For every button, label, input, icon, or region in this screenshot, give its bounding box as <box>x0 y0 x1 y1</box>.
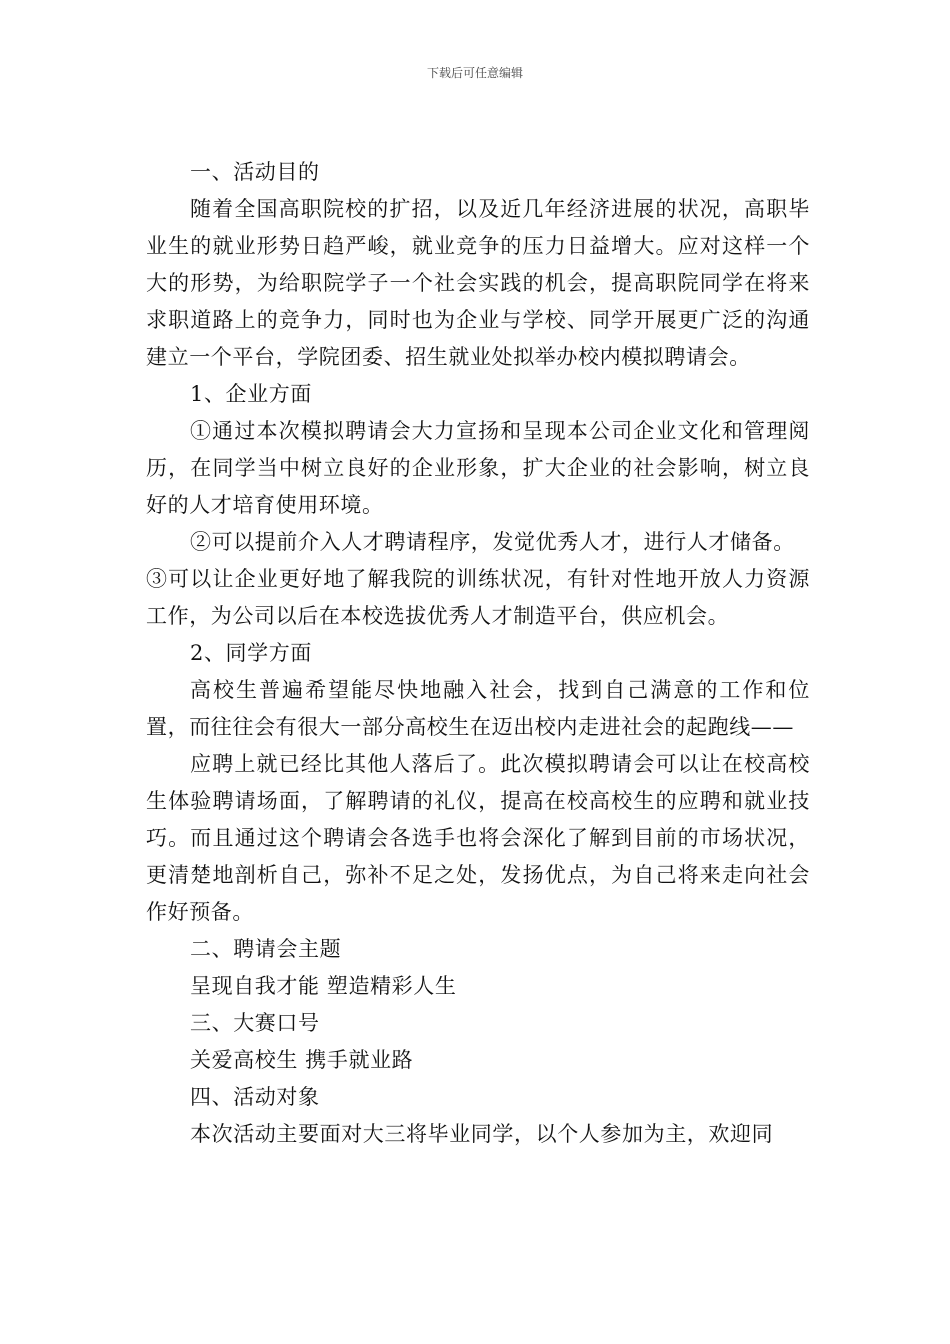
subsection-heading: 1、企业方面 <box>190 382 312 406</box>
section-heading: 一、活动目的 <box>190 160 320 184</box>
paragraph: ③可以让企业更好地了解我院的训练状况，有针对性地开放人力资源工作，为公司以后在本校选拔优秀人才制造平台，供应机会。 <box>146 567 810 628</box>
paragraph: 高校生普遍希望能尽快地融入社会，找到自己满意的工作和位置，而往往会有很大一部分高校生在迈出校内走进社会的起跑线—— <box>146 678 810 739</box>
paragraph: ①通过本次模拟聘请会大力宣扬和呈现本公司企业文化和管理阅历，在同学当中树立良好的企业形象，扩大企业的社会影响，树立良好的人才培育使用环境。 <box>146 419 810 517</box>
subsection-heading: 2、同学方面 <box>190 641 312 665</box>
paragraph: 应聘上就已经比其他人落后了。此次模拟聘请会可以让在校高校生体验聘请场面，了解聘请的礼仪，提高在校高校生的应聘和就业技巧。而且通过这个聘请会各选手也将会深化了解到目前的市场状况，更清楚地剖析自己，弥补不足之处，发扬优点，为自己将来走向社会作好预备。 <box>146 752 810 924</box>
paragraph: ②可以提前介入人才聘请程序，发觉优秀人才，进行人才储备。 <box>190 530 795 554</box>
section-heading: 四、活动对象 <box>190 1085 320 1109</box>
section-heading: 三、大赛口号 <box>190 1011 320 1035</box>
page-header: 下载后可任意编辑 <box>426 66 523 80</box>
document-body <box>146 154 810 1153</box>
paragraph: 随着全国高职院校的扩招，以及近几年经济进展的状况，高职毕业生的就业形势日趋严峻，就业竞争的压力日益增大。应对这样一个大的形势，为给职院学子一个社会实践的机会，提高职院同学在将来求职道路上的竞争力，同时也为企业与学校、同学开展更广泛的沟通建立一个平台，学院团委、招生就业处拟举办校内模拟聘请会。 <box>146 197 810 369</box>
section-text: 本次活动主要面对大三将毕业同学，以个人参加为主，欢迎同 <box>190 1122 774 1146</box>
section-text: 呈现自我才能 塑造精彩人生 <box>190 974 457 998</box>
section-text: 关爱高校生 携手就业路 <box>190 1048 414 1072</box>
section-heading: 二、聘请会主题 <box>190 937 342 961</box>
